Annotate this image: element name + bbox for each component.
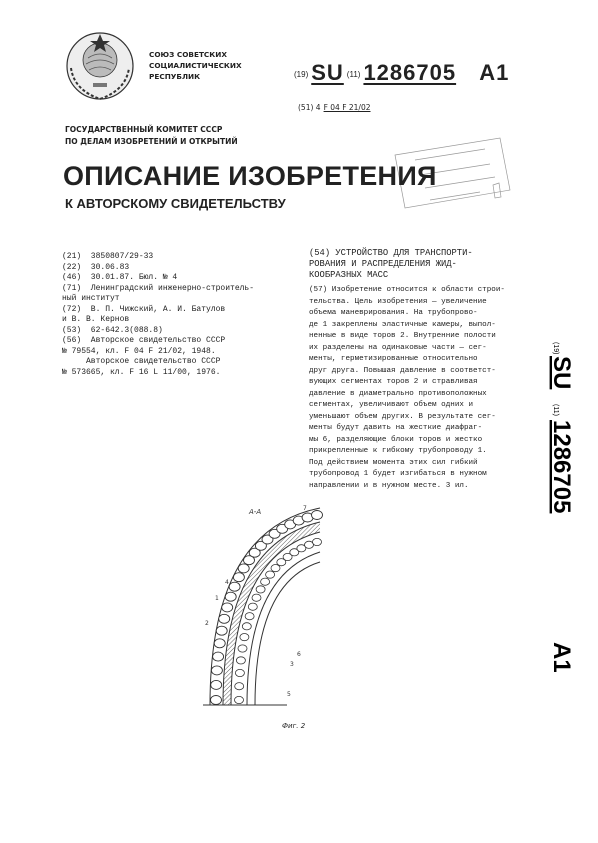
- ussr-emblem-icon: [62, 28, 138, 104]
- abstract-line: (57) Изобретение относится к области строи-: [309, 286, 505, 294]
- ipc-label: (51) 4: [298, 103, 321, 112]
- torus-segment: [213, 652, 224, 661]
- biblio-line: (71) Ленинградский инженерно-строитель-: [62, 283, 255, 293]
- invention-title-line: (54) УСТРОЙСТВО ДЛЯ ТРАНСПОРТИ-: [309, 248, 473, 258]
- country-code: SU: [311, 60, 344, 85]
- torus-segment: [211, 680, 222, 689]
- vertical-kind-code: A1: [548, 642, 575, 673]
- country-code-label: (19): [294, 69, 309, 79]
- abstract-line: давление в диаметрально противоположных: [309, 389, 487, 398]
- torus-segment: [245, 613, 254, 620]
- torus-segment: [313, 538, 322, 545]
- vertical-publication-number: [526, 342, 575, 702]
- abstract-line: уменьшают объем других. В результате сег-: [309, 412, 496, 421]
- abstract-line: менты, герметизированные относительно: [309, 355, 478, 363]
- union-name: [149, 49, 259, 82]
- torus-segment: [266, 571, 275, 578]
- torus-segment: [242, 623, 251, 630]
- ipc-code: F 04 F 21/02: [323, 103, 371, 112]
- biblio-line: и В. В. Кернов: [62, 315, 130, 324]
- abstract-line: трубопровод 1 будет изгибаться в нужном: [309, 470, 487, 478]
- abstract-line: ненные в виде торов 2. Внутренние полости: [309, 332, 496, 340]
- abstract-line: вующих сегментах торов 2 и стравливая: [309, 378, 478, 386]
- abstract-line: сегментах, увеличивают объем одних и: [309, 401, 474, 409]
- figure-callout: 3: [290, 661, 294, 668]
- biblio-line: (22) 30.06.83: [62, 262, 130, 272]
- torus-segment: [271, 565, 280, 572]
- biblio-line: (21) 3850807/29-33: [62, 252, 154, 261]
- vertical-country-code: SU: [548, 356, 575, 390]
- number-label: (11): [346, 69, 361, 79]
- document-title: ОПИСАНИЕ ИЗОБРЕТЕНИЯ: [63, 161, 437, 191]
- torus-segment: [211, 696, 222, 705]
- torus-segment: [312, 511, 323, 520]
- abstract-line: Под действием момента этих сил гибкий: [309, 458, 478, 467]
- biblio-line: (56) Авторское свидетельство СССР: [62, 336, 226, 345]
- kind-code: A1: [479, 60, 510, 85]
- biblio-line: (53) 62-642.3(088.8): [62, 325, 163, 335]
- torus-segment: [248, 603, 257, 610]
- union-line: СОЦИАЛИСТИЧЕСКИХ: [149, 61, 242, 70]
- torus-segment: [222, 603, 233, 612]
- figure-callout: 7: [303, 505, 307, 512]
- vertical-number-label: (11): [552, 404, 559, 416]
- torus-segment: [236, 657, 245, 664]
- committee-name: [65, 124, 238, 148]
- torus-segment: [216, 626, 227, 635]
- torus-segment: [235, 696, 244, 703]
- union-line: РЕСПУБЛИК: [149, 72, 201, 81]
- figure-callout: 1: [215, 595, 219, 602]
- bibliographic-data: [62, 252, 254, 378]
- torus-segment: [238, 645, 247, 652]
- abstract-line: их разделены на одинаковые части — сег-: [309, 343, 487, 352]
- abstract-line: де 1 закреплены эластичные камеры, выпол-: [309, 320, 496, 329]
- publication-number: [291, 60, 509, 86]
- torus-segment: [240, 634, 249, 641]
- abstract-line: прикрепленные к гибкому трубопроводу 1.: [309, 447, 487, 455]
- torus-segment: [261, 578, 270, 585]
- torus-segment: [235, 683, 244, 690]
- abstract-line: менты будут давить на жесткие диафраг-: [309, 424, 483, 432]
- torus-segment: [219, 614, 230, 623]
- biblio-line: ный институт: [62, 294, 120, 303]
- vertical-country-label: (19): [552, 342, 559, 355]
- abstract: [309, 285, 505, 492]
- committee-line: ГОСУДАРСТВЕННЫЙ КОМИТЕТ СССР: [65, 125, 223, 134]
- section-label: А-А: [249, 508, 262, 516]
- abstract-line: друг друга. Повышая давление в соответст-: [309, 366, 496, 375]
- torus-segment: [256, 586, 265, 593]
- biblio-line: № 79554, кл. F 04 F 21/02, 1948.: [62, 346, 216, 356]
- torus-segment: [233, 573, 244, 582]
- document-subtitle: К АВТОРСКОМУ СВИДЕТЕЛЬСТВУ: [65, 196, 286, 211]
- technical-drawing: [195, 500, 325, 725]
- torus-segment: [225, 592, 236, 601]
- biblio-line: (46) 30.01.87. Бюл. № 4: [62, 273, 178, 282]
- torus-segment: [252, 594, 261, 601]
- abstract-line: объема маневрирования. На трубопрово-: [309, 309, 478, 317]
- figure-callout: 5: [287, 691, 291, 698]
- committee-line: ПО ДЕЛАМ ИЗОБРЕТЕНИЙ И ОТКРЫТИЙ: [65, 137, 238, 146]
- figure-callout: 2: [205, 620, 209, 627]
- patent-number: 1286705: [363, 60, 457, 85]
- torus-segment: [214, 639, 225, 648]
- figure-caption: Фиг. 2: [282, 722, 306, 730]
- vertical-patent-number: 1286705: [548, 420, 575, 514]
- invention-title-line: КООБРАЗНЫХ МАСС: [309, 270, 389, 280]
- abstract-line: тельства. Цель изобретения — увеличение: [309, 297, 487, 306]
- biblio-line: № 573665, кл. F 16 L 11/00, 1976.: [62, 367, 221, 377]
- biblio-line: (72) В. П. Чижский, А. И. Батулов: [62, 304, 226, 314]
- abstract-line: направлении и в нужном месте. 3 ил.: [309, 481, 469, 490]
- ipc-classification: [298, 103, 371, 112]
- biblio-line: Авторское свидетельство СССР: [62, 357, 221, 366]
- torus-segment: [238, 564, 249, 573]
- union-line: СОЮЗ СОВЕТСКИХ: [149, 50, 227, 59]
- torus-segment: [229, 582, 240, 591]
- invention-title-line: РОВАНИЯ И РАСПРЕДЕЛЕНИЯ ЖИД-: [309, 259, 457, 269]
- figure-callout: 6: [297, 651, 301, 658]
- abstract-line: мы 6, разделяющие блоки торов и жестко: [309, 435, 483, 444]
- invention-title: [309, 248, 473, 281]
- torus-segment: [235, 669, 244, 676]
- figure-callout: 4: [225, 579, 229, 586]
- torus-segment: [211, 666, 222, 675]
